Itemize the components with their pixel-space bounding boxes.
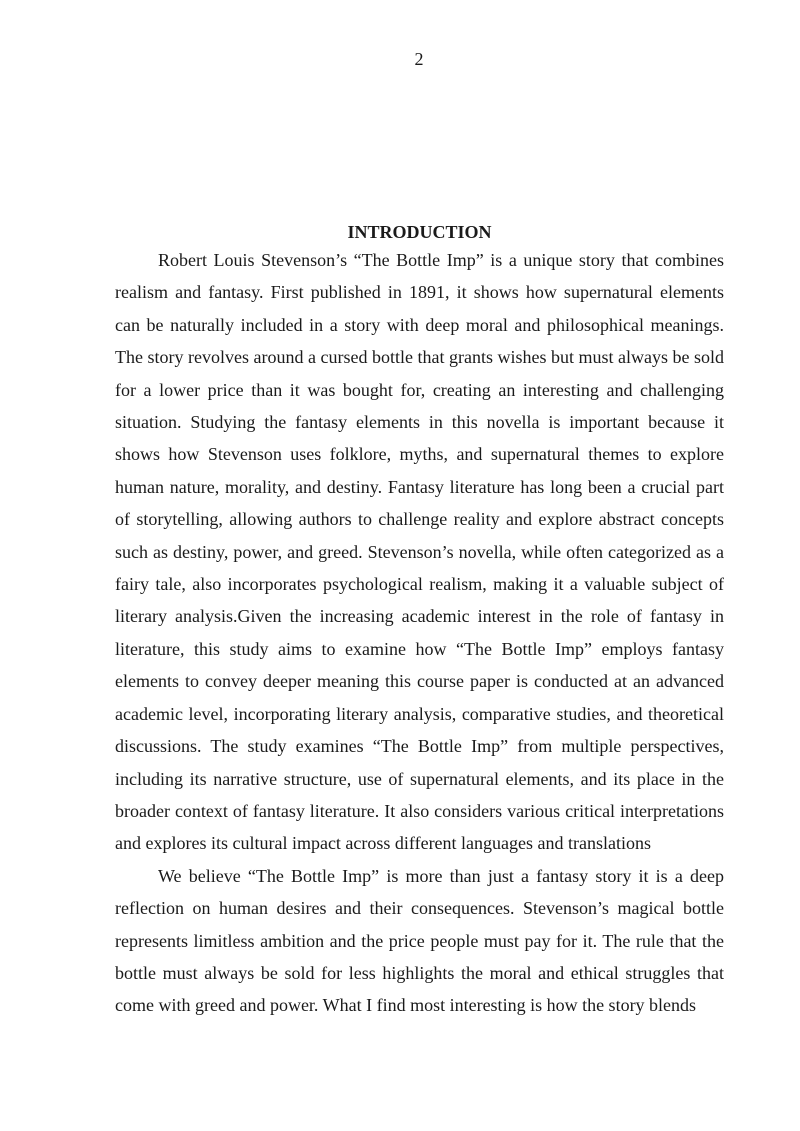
section-heading: INTRODUCTION xyxy=(347,222,492,242)
body-paragraph: Robert Louis Stevenson’s “The Bottle Imp” is a unique story that combines realism and fantasy. First published in 1891, it shows how supernatural elements can be naturally included in a story with deep moral and philosophical meanings. The story revolves around a cursed bottle that grants wishes but must always be sold for a lower price than it was bought for, creating an interesting and challenging situation. Studying the fantasy elements in this novella is important because it shows how Stevenson uses folklore, myths, and supernatural themes to explore human nature, morality, and destiny. Fantasy literature has long been a crucial part of storytelling, allowing authors to challenge reality and explore abstract concepts such as destiny, power, and greed. Stevenson’s novella, while often categorized as a fairy tale, also incorporates psychological realism, making it a valuable subject of literary analysis.Given the increasing academic interest in the role of fantasy in literature, this study aims to examine how “The Bottle Imp” employs fantasy elements to convey deeper meaning this course paper is conducted at an advanced academic level, incorporating literary analysis, comparative studies, and theoretical discussions. The study examines “The Bottle Imp” from multiple perspectives, including its narrative structure, use of supernatural elements, and its place in the broader context of fantasy literature. It also considers various critical interpretations and explores its cultural impact across different languages and translations xyxy=(115,250,724,854)
body-paragraph: We believe “The Bottle Imp” is more than just a fantasy story it is a deep reflection on human desires and their consequences. Stevenson’s magical bottle represents limitless ambition and the price people must pay for it. The rule that the bottle must always be sold for less highlights the moral and ethical struggles that come with greed and power. What I find most interesting is how the story blends xyxy=(115,865,724,1016)
page-number: 2 xyxy=(414,49,424,69)
page-body xyxy=(115,220,724,1022)
